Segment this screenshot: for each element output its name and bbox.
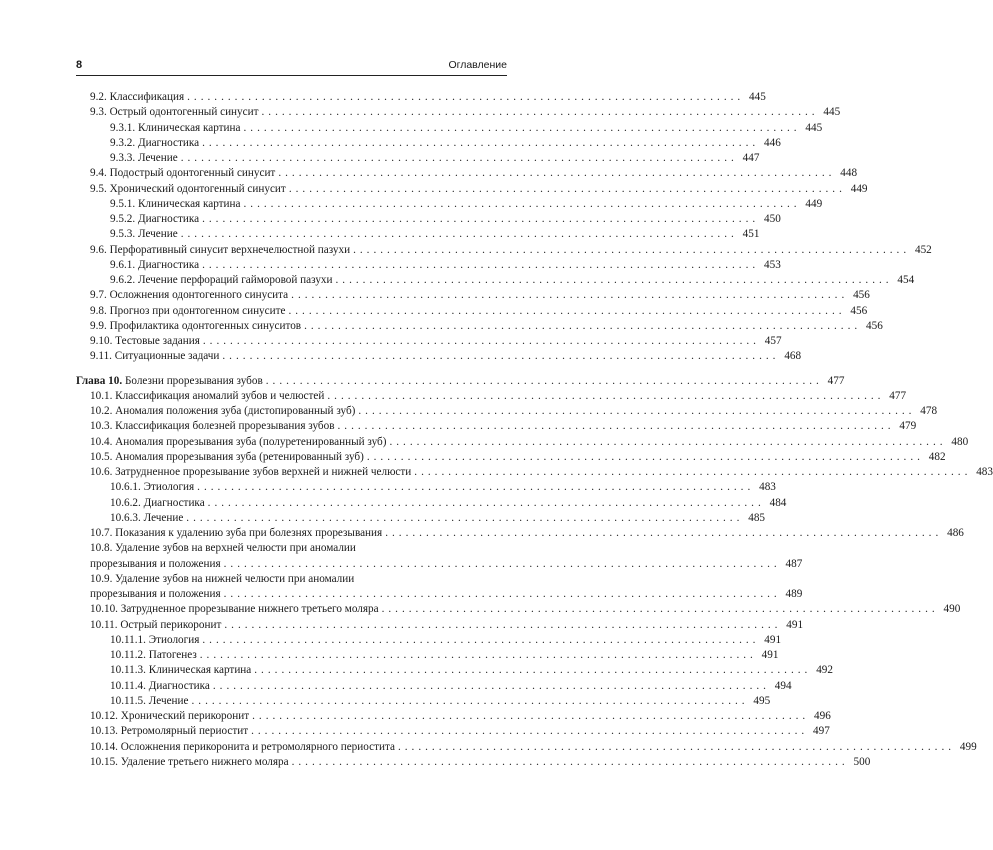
toc-entry-title: 9.5.1. Клиническая картина: [110, 197, 241, 210]
toc-entry-title: 10.11. Острый перикоронит: [90, 618, 222, 631]
toc-entry: [76, 694, 771, 709]
toc-entry-page: 450: [764, 213, 781, 225]
toc-entry-page: 456: [853, 289, 870, 302]
dot-leader: [266, 374, 820, 389]
toc-entry-page: 496: [814, 710, 831, 722]
toc-entry: [76, 334, 782, 349]
toc-entry-page: 445: [805, 121, 823, 134]
toc-entry: [76, 90, 766, 105]
toc-entry-page: 486: [947, 527, 964, 539]
dot-leader: [202, 136, 756, 151]
toc-entry-page: 456: [850, 304, 868, 317]
dot-leader: [367, 450, 921, 465]
dot-leader: [202, 633, 756, 648]
toc-entry-page: 500: [853, 755, 871, 768]
toc-entry-page: 484: [769, 496, 787, 509]
toc-entry-title: 9.3.2. Диагностика: [110, 136, 200, 149]
toc-entry-title: 10.6.2. Диагностика: [110, 496, 205, 509]
toc-entry-page: 449: [805, 197, 823, 210]
toc-entry-page: 454: [897, 274, 915, 286]
dot-leader: [181, 151, 735, 166]
dot-leader: [203, 334, 757, 349]
dot-leader: [292, 755, 846, 770]
dot-leader: [414, 465, 968, 480]
toc-entry-title: 10.11.4. Диагностика: [110, 679, 210, 692]
toc-entry-page: 483: [759, 481, 776, 494]
toc-entry: [76, 526, 964, 541]
toc-entry: [76, 243, 932, 258]
running-title: Оглавление: [448, 59, 507, 71]
toc-entry-title: 9.6.1. Диагностика: [110, 258, 200, 271]
toc-entry: [76, 197, 823, 212]
dot-leader: [222, 349, 776, 364]
dot-leader: [382, 602, 936, 617]
toc-entry: [76, 618, 804, 633]
section-gap: [76, 365, 521, 374]
toc-entry-title: 9.2. Классификация: [90, 91, 185, 103]
toc-entry-title: 9.5.2. Диагностика: [110, 213, 200, 225]
dot-leader: [261, 105, 815, 120]
dot-leader: [358, 404, 912, 419]
toc-entry-page: 480: [951, 435, 969, 448]
dot-leader: [202, 258, 756, 273]
toc-entry: [76, 288, 870, 303]
toc-entry: [76, 121, 823, 136]
dot-leader: [289, 182, 843, 197]
dot-leader: [213, 679, 767, 694]
toc-entry-title: 10.6.1. Этиология: [110, 481, 195, 494]
toc-entry-title: 9.6. Перфоративный синусит верхнечелюстной пазухи: [90, 243, 351, 256]
dot-leader: [187, 90, 741, 105]
toc-entry: [76, 136, 781, 151]
toc-entry: [76, 404, 938, 419]
toc-entry: [76, 105, 841, 120]
toc-entry: [76, 740, 977, 755]
dot-leader: [244, 121, 798, 136]
toc-entry-title: 9.8. Прогноз при одонтогенном синусите: [90, 304, 286, 317]
toc-entry: [76, 389, 907, 404]
toc-entry-page: 494: [774, 679, 792, 692]
table-of-contents: [76, 90, 993, 770]
toc-entry-title: 9.3.1. Клиническая картина: [110, 121, 241, 134]
toc-entry: [76, 273, 915, 288]
toc-entry-page: 485: [748, 511, 765, 524]
toc-entry: [76, 480, 776, 495]
toc-entry: [76, 166, 858, 181]
toc-entry-title: 9.3.3. Лечение: [110, 152, 178, 164]
dot-leader: [353, 243, 907, 258]
toc-entry-page: 468: [784, 350, 802, 363]
toc-entry-wrapped: [76, 541, 803, 572]
toc-entry-title: 10.12. Хронический перикоронит: [90, 710, 250, 722]
toc-entry: [76, 663, 833, 678]
toc-entry-page: 491: [764, 633, 782, 646]
dot-leader: [251, 724, 805, 739]
toc-entry-page: 497: [813, 725, 830, 738]
dot-leader: [389, 435, 943, 450]
toc-entry: [76, 724, 830, 739]
toc-entry-title: 10.11.3. Клиническая картина: [110, 664, 252, 677]
toc-entry-title: 10.6.3. Лечение: [110, 511, 184, 524]
toc-entry-title-line1: 10.8. Удаление зубов на верхней челюсти при аномалии: [90, 542, 356, 555]
toc-entry-title: 9.5.3. Лечение: [110, 228, 178, 241]
dot-leader: [327, 389, 881, 404]
chapter-label: Глава 10.: [76, 374, 123, 387]
toc-entry-title: 10.4. Аномалия прорезывания зуба (полуретенированный зуб): [90, 435, 387, 448]
dot-leader: [224, 618, 778, 633]
toc-entry-page: 491: [761, 649, 779, 661]
dot-leader: [244, 197, 798, 212]
toc-entry-title: 9.9. Профилактика одонтогенных синуситов: [90, 319, 302, 332]
toc-entry-title: 9.10. Тестовые задания: [90, 335, 200, 347]
dot-leader: [197, 480, 751, 495]
toc-entry-title: 9.11. Ситуационные задачи: [90, 350, 220, 363]
toc-entry: [76, 496, 787, 511]
dot-leader: [200, 648, 754, 663]
toc-entry: [76, 450, 946, 465]
toc-entry-title-line2: прорезывания и положения: [90, 588, 221, 600]
toc-entry: [76, 435, 969, 450]
toc-entry-title: 10.7. Показания к удалению зуба при болезнях прорезывания: [90, 527, 383, 539]
toc-entry-page: 491: [786, 618, 804, 631]
dot-leader: [224, 587, 778, 602]
dot-leader: [291, 288, 845, 303]
toc-entry-title: 9.3. Острый одонтогенный синусит: [90, 106, 259, 119]
toc-entry-page: 453: [764, 258, 781, 271]
toc-section-chapter-9: [76, 90, 932, 365]
toc-entry-page: 478: [920, 405, 938, 417]
toc-entry-title: 10.5. Аномалия прорезывания зуба (ретенированный зуб): [90, 450, 364, 463]
toc-entry-page: 487: [785, 557, 803, 570]
toc-entry-page: 489: [785, 588, 803, 600]
toc-section-chapter-10a: [76, 389, 993, 542]
toc-entry: [76, 755, 871, 770]
toc-entry-page: 490: [943, 603, 961, 616]
dot-leader: [336, 273, 890, 288]
toc-entry-title: 10.11.5. Лечение: [110, 694, 189, 707]
toc-entry-page: 492: [816, 664, 833, 677]
toc-entry-title: 10.1. Классификация аномалий зубов и челюстей: [90, 389, 325, 402]
toc-entry: [76, 182, 868, 197]
toc-entry-page: 499: [959, 740, 977, 753]
toc-entry-title-line2: прорезывания и положения: [90, 557, 221, 570]
toc-entry: [76, 679, 792, 694]
toc-entry-title: 10.14. Осложнения перикоронита и ретромолярного периостита: [90, 740, 395, 753]
toc-entry-title: 9.7. Осложнения одонтогенного синусита: [90, 289, 289, 302]
chapter-title: Болезни прорезывания зубов: [124, 374, 263, 387]
toc-entry-page: 456: [866, 319, 883, 332]
dot-leader: [304, 319, 858, 334]
dot-leader: [186, 511, 740, 526]
dot-leader: [278, 166, 832, 181]
toc-entry-title: 9.6.2. Лечение перфораций гайморовой пазухи: [110, 274, 333, 286]
toc-entry-title: 10.11.1. Этиология: [110, 633, 200, 646]
dot-leader: [254, 663, 808, 678]
toc-entry-title-line1: 10.9. Удаление зубов на нижней челюсти при аномалии: [90, 572, 355, 585]
toc-entry: [76, 227, 760, 242]
toc-entry-page: 452: [914, 243, 932, 256]
toc-section-chapter-10b: [76, 541, 803, 602]
toc-entry-title: 10.6. Затрудненное прорезывание зубов верхней и нижней челюсти: [90, 466, 412, 478]
toc-entry-title: 10.3. Классификация болезней прорезывания зубов: [90, 420, 335, 433]
toc-entry-title: 10.13. Ретромолярный периостит: [90, 725, 249, 738]
dot-leader: [181, 227, 735, 242]
toc-entry: [76, 319, 883, 334]
toc-entry: [76, 648, 779, 663]
toc-entry-page: 479: [899, 420, 917, 433]
toc-entry: [76, 419, 917, 434]
toc-entry: [76, 602, 961, 617]
page-header: [76, 59, 507, 76]
toc-entry-page: 457: [764, 335, 782, 347]
toc-entry: [76, 633, 782, 648]
toc-entry: [76, 212, 781, 227]
dot-leader: [398, 740, 952, 755]
toc-entry-page: 477: [889, 389, 907, 402]
toc-entry-page: 451: [742, 228, 760, 241]
toc-entry-title: 10.10. Затрудненное прорезывание нижнего третьего моляра: [90, 603, 379, 616]
dot-leader: [338, 419, 892, 434]
toc-entry-title: 9.5. Хронический одонтогенный синусит: [90, 182, 286, 195]
toc-entry-title: 9.4. Подострый одонтогенный синусит: [90, 167, 276, 180]
dot-leader: [191, 694, 745, 709]
toc-entry-title: 10.15. Удаление третьего нижнего моляра: [90, 755, 289, 768]
toc-entry-page: 482: [928, 450, 946, 463]
toc-entry-wrapped: [76, 572, 803, 603]
dot-leader: [252, 709, 806, 724]
toc-entry-page: 447: [742, 152, 760, 164]
toc-entry: [76, 258, 781, 273]
toc-section-chapter-10c: [76, 602, 977, 770]
chapter-page: 477: [827, 374, 845, 387]
toc-chapter-entry: [76, 374, 845, 389]
toc-entry-title: 10.11.2. Патогенез: [110, 649, 197, 661]
toc-entry: [76, 511, 765, 526]
toc-entry: [76, 349, 802, 364]
toc-entry-title: 10.2. Аномалия положения зуба (дистопированный зуб): [90, 405, 356, 417]
toc-entry-page: 446: [764, 136, 781, 149]
dot-leader: [224, 557, 778, 572]
toc-entry-page: 449: [850, 182, 868, 195]
toc-entry-page: 445: [749, 91, 766, 103]
dot-leader: [385, 526, 939, 541]
dot-leader: [208, 496, 762, 511]
dot-leader: [202, 212, 756, 227]
toc-entry: [76, 151, 760, 166]
dot-leader: [288, 304, 842, 319]
toc-entry-page: 495: [753, 694, 771, 707]
toc-entry: [76, 304, 868, 319]
toc-entry-page: 445: [823, 106, 841, 119]
toc-entry-page: 483: [976, 466, 993, 478]
toc-entry: [76, 709, 831, 724]
toc-entry-page: 448: [840, 167, 858, 180]
page-number: 8: [76, 59, 83, 71]
toc-entry: [76, 465, 993, 480]
